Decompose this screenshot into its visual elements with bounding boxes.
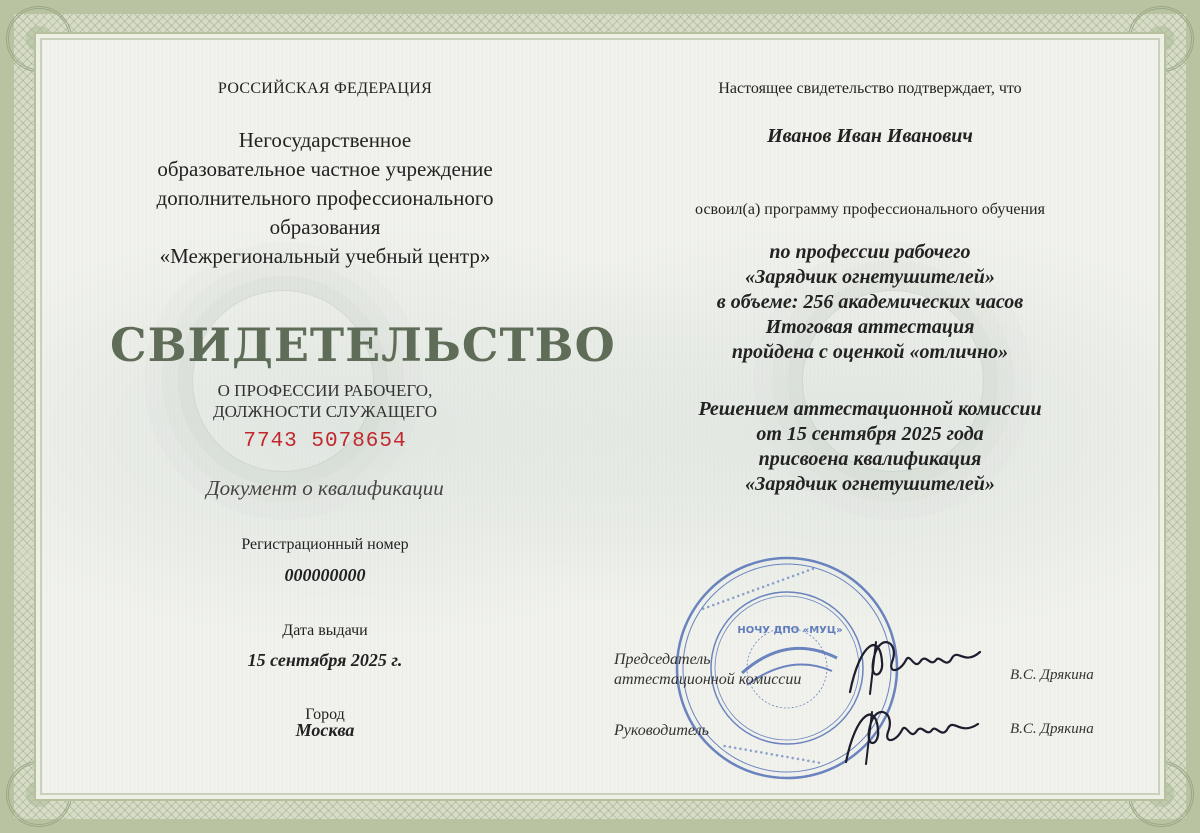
program-line: по профессии рабочего	[769, 241, 971, 263]
subtitle-line: О ПРОФЕССИИ РАБОЧЕГО,	[217, 381, 433, 400]
head-signature	[838, 690, 988, 770]
head-name: В.С. Дрякина	[1010, 721, 1094, 737]
program-line: пройдена с оценкой «отлично»	[731, 341, 1009, 363]
document-title: СВИДЕТЕЛЬСТВО	[110, 318, 616, 372]
decision-line: Решением аттестационной комиссии	[698, 398, 1042, 420]
program-line: Итоговая аттестация	[765, 316, 975, 338]
country-name: РОССИЙСКАЯ ФЕДЕРАЦИЯ	[217, 80, 433, 97]
commission-decision	[620, 397, 1120, 497]
confirmation-text: Настоящее свидетельство подтверждает, что	[718, 80, 1022, 97]
city-label: Город	[305, 706, 345, 723]
chair-title	[614, 650, 801, 690]
org-line: «Межрегиональный учебный центр»	[159, 244, 491, 268]
decision-line: от 15 сентября 2025 года	[756, 423, 984, 445]
program-details	[620, 240, 1120, 365]
stamp-label: НОЧУ ДПО «МУЦ»	[737, 625, 843, 636]
decision-line: присвоена квалификация	[758, 448, 982, 470]
program-line: в объеме: 256 академических часов	[716, 291, 1024, 313]
issue-date-label: Дата выдачи	[282, 622, 368, 639]
svg-text:•••••••••••••••••••••••: •••••••••••••••••••••••	[699, 564, 818, 616]
chair-name: В.С. Дрякина	[1010, 667, 1094, 683]
organization-name	[110, 126, 540, 271]
org-line: Негосударственное	[238, 128, 412, 152]
chair-title-line: Председатель	[614, 651, 711, 668]
city-value: Москва	[295, 720, 355, 740]
subtitle-line: ДОЛЖНОСТИ СЛУЖАЩЕГО	[212, 402, 437, 421]
head-title: Руководитель	[614, 722, 709, 739]
org-line: дополнительного профессионального	[156, 186, 494, 210]
document-type: Документ о квалификации	[206, 476, 444, 500]
chair-title-line: аттестационной комиссии	[614, 671, 802, 688]
mastered-program-text: освоил(а) программу профессионального обучения	[695, 201, 1045, 218]
svg-text:•••••••••••••••••••: •••••••••••••••••••	[721, 741, 823, 770]
registration-label: Регистрационный номер	[241, 536, 409, 553]
holder-name: Иванов Иван Иванович	[767, 125, 973, 147]
decision-line: «Зарядчик огнетушителей»	[745, 473, 995, 495]
issue-date: 15 сентября 2025 г.	[247, 650, 403, 670]
form-number: 7743 5078654	[243, 430, 407, 453]
registration-number: 000000000	[284, 565, 366, 585]
org-line: образовательное частное учреждение	[157, 157, 493, 181]
org-line: образования	[269, 215, 381, 239]
document-subtitle	[130, 380, 520, 422]
program-line: «Зарядчик огнетушителей»	[745, 266, 995, 288]
